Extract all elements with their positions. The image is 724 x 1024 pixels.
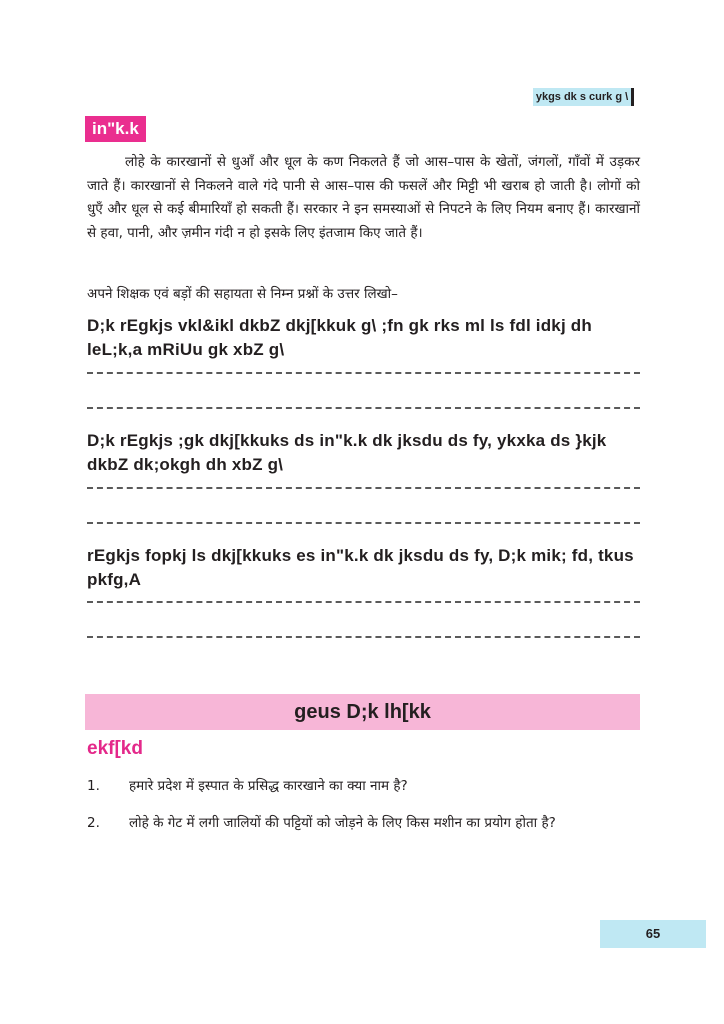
list-item-number: 1. (87, 778, 100, 794)
question-2: D;k rEgkjs ;gk dkj[kkuks ds in"k.k dk jksdu ds fy, ykxka ds }kjk dkbZ dk;okgh dh xbZ g\ (87, 431, 607, 474)
question-1: D;k rEgkjs vkl&ikl dkbZ dkj[kkuk g\ ;fn gk rks ml ls fdl idkj dh leL;k,a mRiUu gk xbZ g\ (87, 316, 592, 359)
question-3: rEgkjs fopkj ls dkj[kkuks es in"k.k dk jksdu ds fy, D;k mik; fd, tkus pkfg,A (87, 546, 634, 589)
section-label: in"k.k (85, 116, 146, 142)
page-number: 65 (600, 920, 706, 948)
list-item-text: हमारे प्रदेश में इस्पात के प्रसिद्ध कारखाने का क्या नाम है? (129, 778, 408, 794)
body-paragraph: लोहे के कारखानों से धुआँ और धूल के कण निकलते हैं जो आस–पास के खेतों, जंगलों, गाँवों में उड़कर जाते हैं। कारखानों से निकलने वाले गंदे पानी से आस–पास की फसलें और मिट्टी भी खराब हो जाती है। लोगों को धुएँ और धूल से कई बीमारियाँ हो सकती हैं। सरकार ने इन समस्याओं से निपटने के लिए नियम बनाए हैं। कारखानों से हवा, पानी, और ज़मीन गंदी न हो इसके लिए इंतजाम किए जाते हैं। (87, 154, 640, 241)
list-item (87, 775, 640, 799)
list-item-text: लोहे के गेट में लगी जालियों की पट्टियों को जोड़ने के लिए किस मशीन का प्रयोग होता है? (129, 815, 556, 831)
answer-line (87, 522, 640, 524)
list-item-number: 2. (87, 815, 100, 831)
subsection-heading: ekf[kd (87, 738, 143, 759)
answer-line (87, 601, 640, 603)
answer-line (87, 407, 640, 409)
section-banner: geus D;k lh[kk (85, 694, 640, 730)
list-item (87, 812, 640, 836)
instruction-text: अपने शिक्षक एवं बड़ों की सहायता से निम्न प्रश्नों के उत्तर लिखो– (87, 286, 398, 302)
chapter-tag: ykgs dk s curk g \ (533, 88, 634, 106)
answer-line (87, 372, 640, 374)
answer-line (87, 636, 640, 638)
answer-line (87, 487, 640, 489)
